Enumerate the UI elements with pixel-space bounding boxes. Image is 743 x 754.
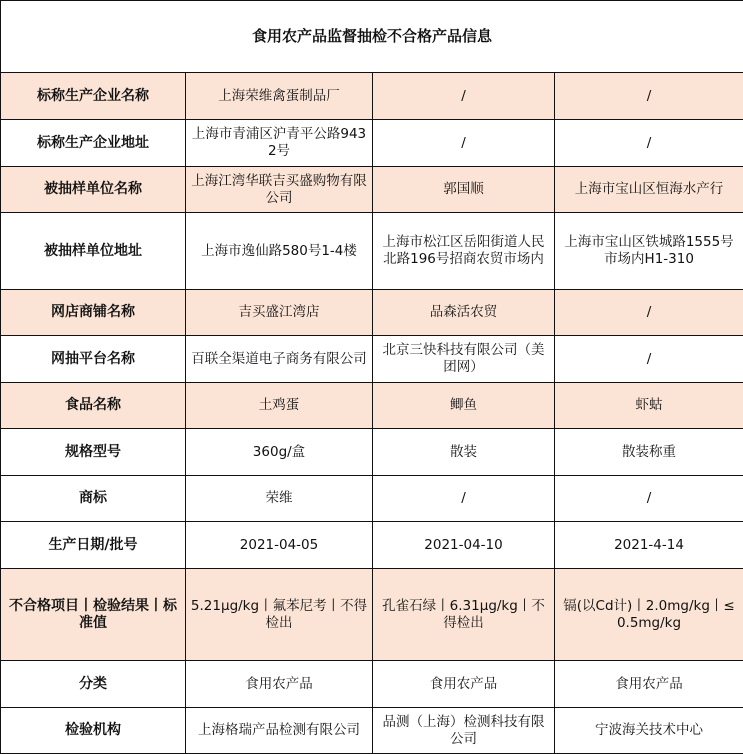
row-label: 规格型号 [1, 429, 186, 476]
table-title: 食用农产品监督抽检不合格产品信息 [1, 1, 743, 73]
table-cell: 上海市青浦区沪青平公路9432号 [186, 120, 373, 167]
table-cell: 北京三快科技有限公司（美团网） [373, 336, 555, 383]
table-cell: 上海江湾华联吉买盛购物有限公司 [186, 167, 373, 213]
table-cell: 上海市松江区岳阳街道人民北路196号招商农贸市场内 [373, 213, 555, 290]
table-cell: 上海格瑞产品检测有限公司 [186, 708, 373, 754]
table-cell: 食用农产品 [186, 661, 373, 708]
row-label: 网店商铺名称 [1, 290, 186, 336]
row-label: 被抽样单位地址 [1, 213, 186, 290]
row-label: 分类 [1, 661, 186, 708]
table-row [1, 213, 743, 290]
table-cell: 散装称重 [555, 429, 743, 476]
table-row [1, 708, 743, 754]
table-cell: 鲫鱼 [373, 383, 555, 429]
table-cell: 品测（上海）检测科技有限公司 [373, 708, 555, 754]
row-label: 标称生产企业地址 [1, 120, 186, 167]
table-cell: / [555, 290, 743, 336]
table-cell: 荣维 [186, 476, 373, 522]
table-cell: 上海市逸仙路580号1-4楼 [186, 213, 373, 290]
table-cell: 食用农产品 [555, 661, 743, 708]
title-row [1, 1, 743, 73]
table-cell: / [555, 476, 743, 522]
table-cell: 5.21μg/kg丨氟苯尼考丨不得检出 [186, 569, 373, 661]
table-cell: 郭国顺 [373, 167, 555, 213]
table-row [1, 383, 743, 429]
table-cell: / [373, 73, 555, 120]
row-label: 被抽样单位名称 [1, 167, 186, 213]
row-label: 检验机构 [1, 708, 186, 754]
table-cell: 品森活农贸 [373, 290, 555, 336]
table-row [1, 290, 743, 336]
table-cell: / [555, 336, 743, 383]
row-label: 标称生产企业名称 [1, 73, 186, 120]
table-cell: 百联全渠道电子商务有限公司 [186, 336, 373, 383]
table-cell: / [373, 120, 555, 167]
table-row [1, 120, 743, 167]
table-cell: 散装 [373, 429, 555, 476]
table-cell: 土鸡蛋 [186, 383, 373, 429]
table-cell: 上海荣维禽蛋制品厂 [186, 73, 373, 120]
table-cell: 虾蛄 [555, 383, 743, 429]
table-cell: / [555, 73, 743, 120]
table-cell: / [373, 476, 555, 522]
table-cell: 宁波海关技术中心 [555, 708, 743, 754]
table-row [1, 336, 743, 383]
table-cell: 2021-04-05 [186, 522, 373, 569]
table-row [1, 167, 743, 213]
table-cell: 上海市宝山区恒海水产行 [555, 167, 743, 213]
table-cell: 镉(以Cd计)丨2.0mg/kg丨≤0.5mg/kg [555, 569, 743, 661]
table-cell: 孔雀石绿丨6.31μg/kg丨不得检出 [373, 569, 555, 661]
table-cell: 上海市宝山区铁城路1555号市场内H1-310 [555, 213, 743, 290]
table-row [1, 661, 743, 708]
row-label: 网抽平台名称 [1, 336, 186, 383]
table-cell: 吉买盛江湾店 [186, 290, 373, 336]
row-label: 食品名称 [1, 383, 186, 429]
row-label: 不合格项目丨检验结果丨标准值 [1, 569, 186, 661]
table-row [1, 522, 743, 569]
table-cell: 2021-04-10 [373, 522, 555, 569]
table-row [1, 476, 743, 522]
table-cell: 2021-4-14 [555, 522, 743, 569]
table-row [1, 569, 743, 661]
table-cell: 360g/盒 [186, 429, 373, 476]
row-label: 生产日期/批号 [1, 522, 186, 569]
table-cell: 食用农产品 [373, 661, 555, 708]
table-row [1, 429, 743, 476]
row-label: 商标 [1, 476, 186, 522]
table-row [1, 73, 743, 120]
table-cell: / [555, 120, 743, 167]
